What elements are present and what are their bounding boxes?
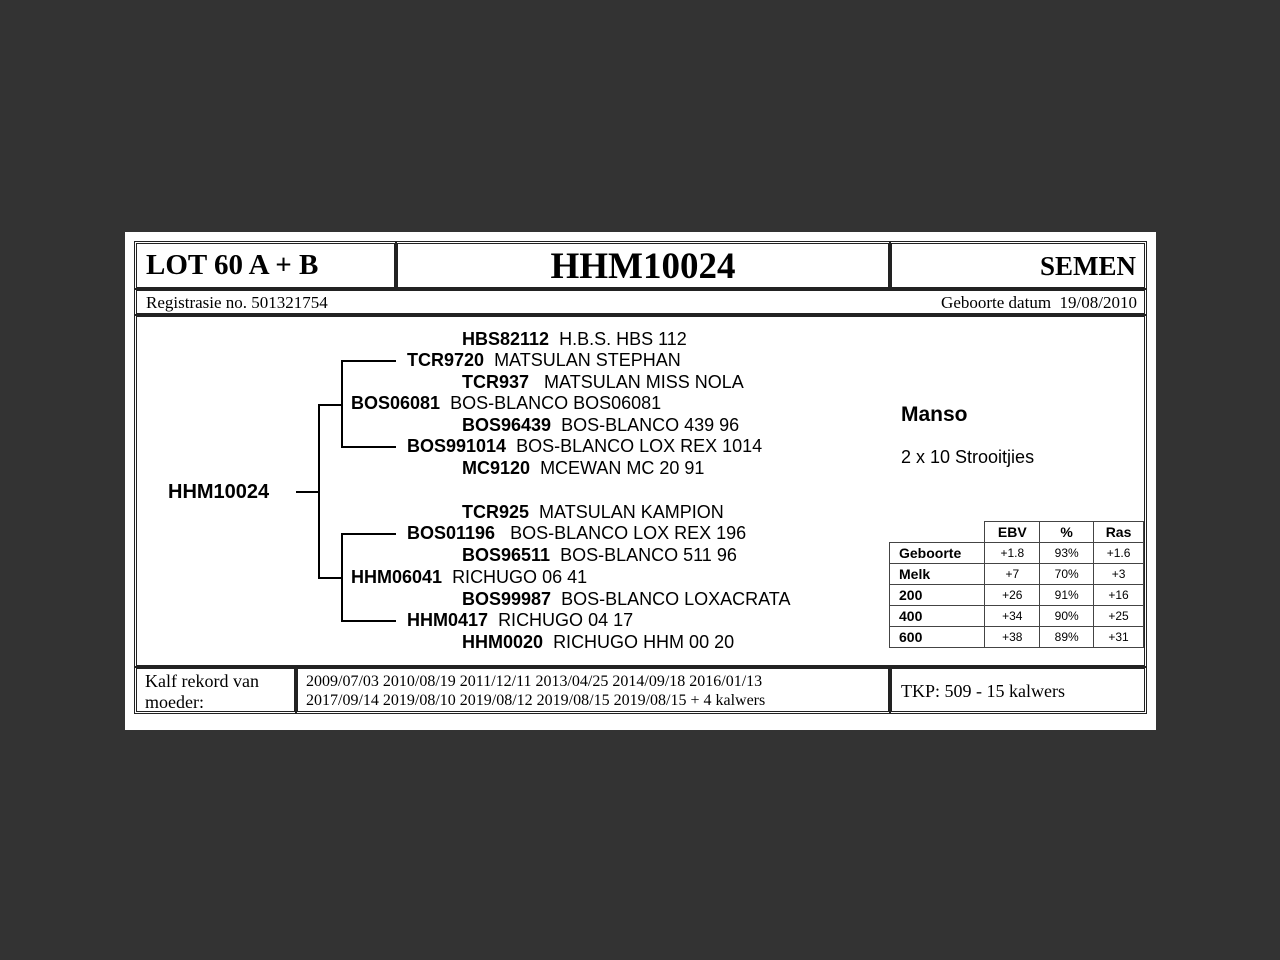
product-label: SEMEN [1039, 251, 1136, 281]
dam-dam-connector [341, 620, 396, 622]
lot-box [134, 241, 397, 290]
ebv-row-label: Geboorte [890, 543, 985, 564]
pedigree-box [134, 314, 1147, 668]
birth-date-value: 19/08/2010 [1059, 293, 1137, 312]
dam-dam: HHM0417 RICHUGO 04 17 [407, 610, 634, 630]
ebv-breed-avg: +31 [1094, 627, 1144, 648]
birth-date-field [941, 293, 1137, 313]
calf-record-label-box [134, 666, 297, 714]
sire: BOS06081 BOS-BLANCO BOS06081 [351, 393, 662, 413]
ebv-value: +26 [985, 585, 1040, 606]
ebv-accuracy: 90% [1040, 606, 1094, 627]
sire-vertical [341, 360, 343, 447]
ebv-row-label: 400 [890, 606, 985, 627]
tkp-box [889, 666, 1147, 714]
registration-number: Registrasie no. 501321754 [146, 293, 328, 312]
ebv-header-blank [890, 522, 985, 543]
registration-row [134, 288, 1147, 316]
sire-connector [318, 404, 342, 406]
ebv-header-ebv: EBV [985, 522, 1040, 543]
ebv-header-pct: % [1040, 522, 1094, 543]
ebv-header-ras: Ras [1094, 522, 1144, 543]
calf-record-label-line2: moeder: [145, 692, 204, 712]
ebv-breed-avg: +16 [1094, 585, 1144, 606]
dam-vertical [341, 533, 343, 621]
ebv-accuracy: 70% [1040, 564, 1094, 585]
ebv-row [890, 606, 1144, 627]
subject-connector [296, 491, 318, 493]
sire-sire-connector [341, 360, 396, 362]
ebv-header-row [890, 522, 1144, 543]
animal-id-box [395, 241, 891, 290]
ebv-value: +1.8 [985, 543, 1040, 564]
dam-dam-dam: HHM0020 RICHUGO HHM 00 20 [462, 632, 735, 652]
animal-id-title: HHM10024 [550, 246, 736, 287]
straw-count: 2 x 10 Strooitjies [901, 447, 1035, 467]
product-box [889, 241, 1147, 290]
ebv-accuracy: 93% [1040, 543, 1094, 564]
lot-card [125, 232, 1156, 730]
bull-name: Manso [901, 403, 968, 426]
calf-dates-box [295, 666, 891, 714]
ebv-accuracy: 91% [1040, 585, 1094, 606]
ebv-breed-avg: +1.6 [1094, 543, 1144, 564]
calf-dates-line2: 2017/09/14 2019/08/10 2019/08/12 2019/08/15 2019/08/15 + 4 kalwers [306, 692, 766, 709]
ebv-row [890, 543, 1144, 564]
dam-sire-dam: BOS96511 BOS-BLANCO 511 96 [462, 545, 737, 565]
lot-number: LOT 60 A + B [146, 249, 319, 281]
ebv-value: +38 [985, 627, 1040, 648]
ebv-row [890, 564, 1144, 585]
ebv-accuracy: 89% [1040, 627, 1094, 648]
ebv-breed-avg: +25 [1094, 606, 1144, 627]
ebv-breed-avg: +3 [1094, 564, 1144, 585]
dam-sire: BOS01196 BOS-BLANCO LOX REX 196 [407, 523, 747, 543]
tkp-value: TKP: 509 - 15 kalwers [901, 681, 1065, 701]
sire-dam-connector [341, 446, 396, 448]
sire-dam-dam: MC9120 MCEWAN MC 20 91 [462, 458, 705, 478]
dam-dam-sire: BOS99987 BOS-BLANCO LOXACRATA [462, 589, 791, 609]
dam-connector [318, 577, 342, 579]
sire-dam-sire: BOS96439 BOS-BLANCO 439 96 [462, 415, 740, 435]
ebv-row [890, 585, 1144, 606]
ebv-row-label: 600 [890, 627, 985, 648]
sire-sire-sire: HBS82112 H.B.S. HBS 112 [462, 329, 687, 349]
ebv-row-label: Melk [890, 564, 985, 585]
sire-sire: TCR9720 MATSULAN STEPHAN [407, 350, 681, 370]
ebv-row [890, 627, 1144, 648]
sire-sire-dam: TCR937 MATSULAN MISS NOLA [462, 372, 744, 392]
dam: HHM06041 RICHUGO 06 41 [351, 567, 588, 587]
sire-dam: BOS991014 BOS-BLANCO LOX REX 1014 [407, 436, 763, 456]
ebv-value: +7 [985, 564, 1040, 585]
calf-dates-line1: 2009/07/03 2010/08/19 2011/12/11 2013/04/25 2014/09/18 2016/01/13 [306, 673, 763, 690]
ebv-value: +34 [985, 606, 1040, 627]
pedigree-subject: HHM10024 [168, 481, 270, 503]
ebv-table [889, 521, 1144, 648]
dam-sire-sire: TCR925 MATSULAN KAMPION [462, 502, 724, 522]
birth-date-label: Geboorte datum [941, 293, 1052, 312]
main-vertical [318, 404, 320, 578]
dam-sire-connector [341, 533, 396, 535]
ebv-row-label: 200 [890, 585, 985, 606]
calf-record-label-line1: Kalf rekord van [145, 671, 259, 691]
